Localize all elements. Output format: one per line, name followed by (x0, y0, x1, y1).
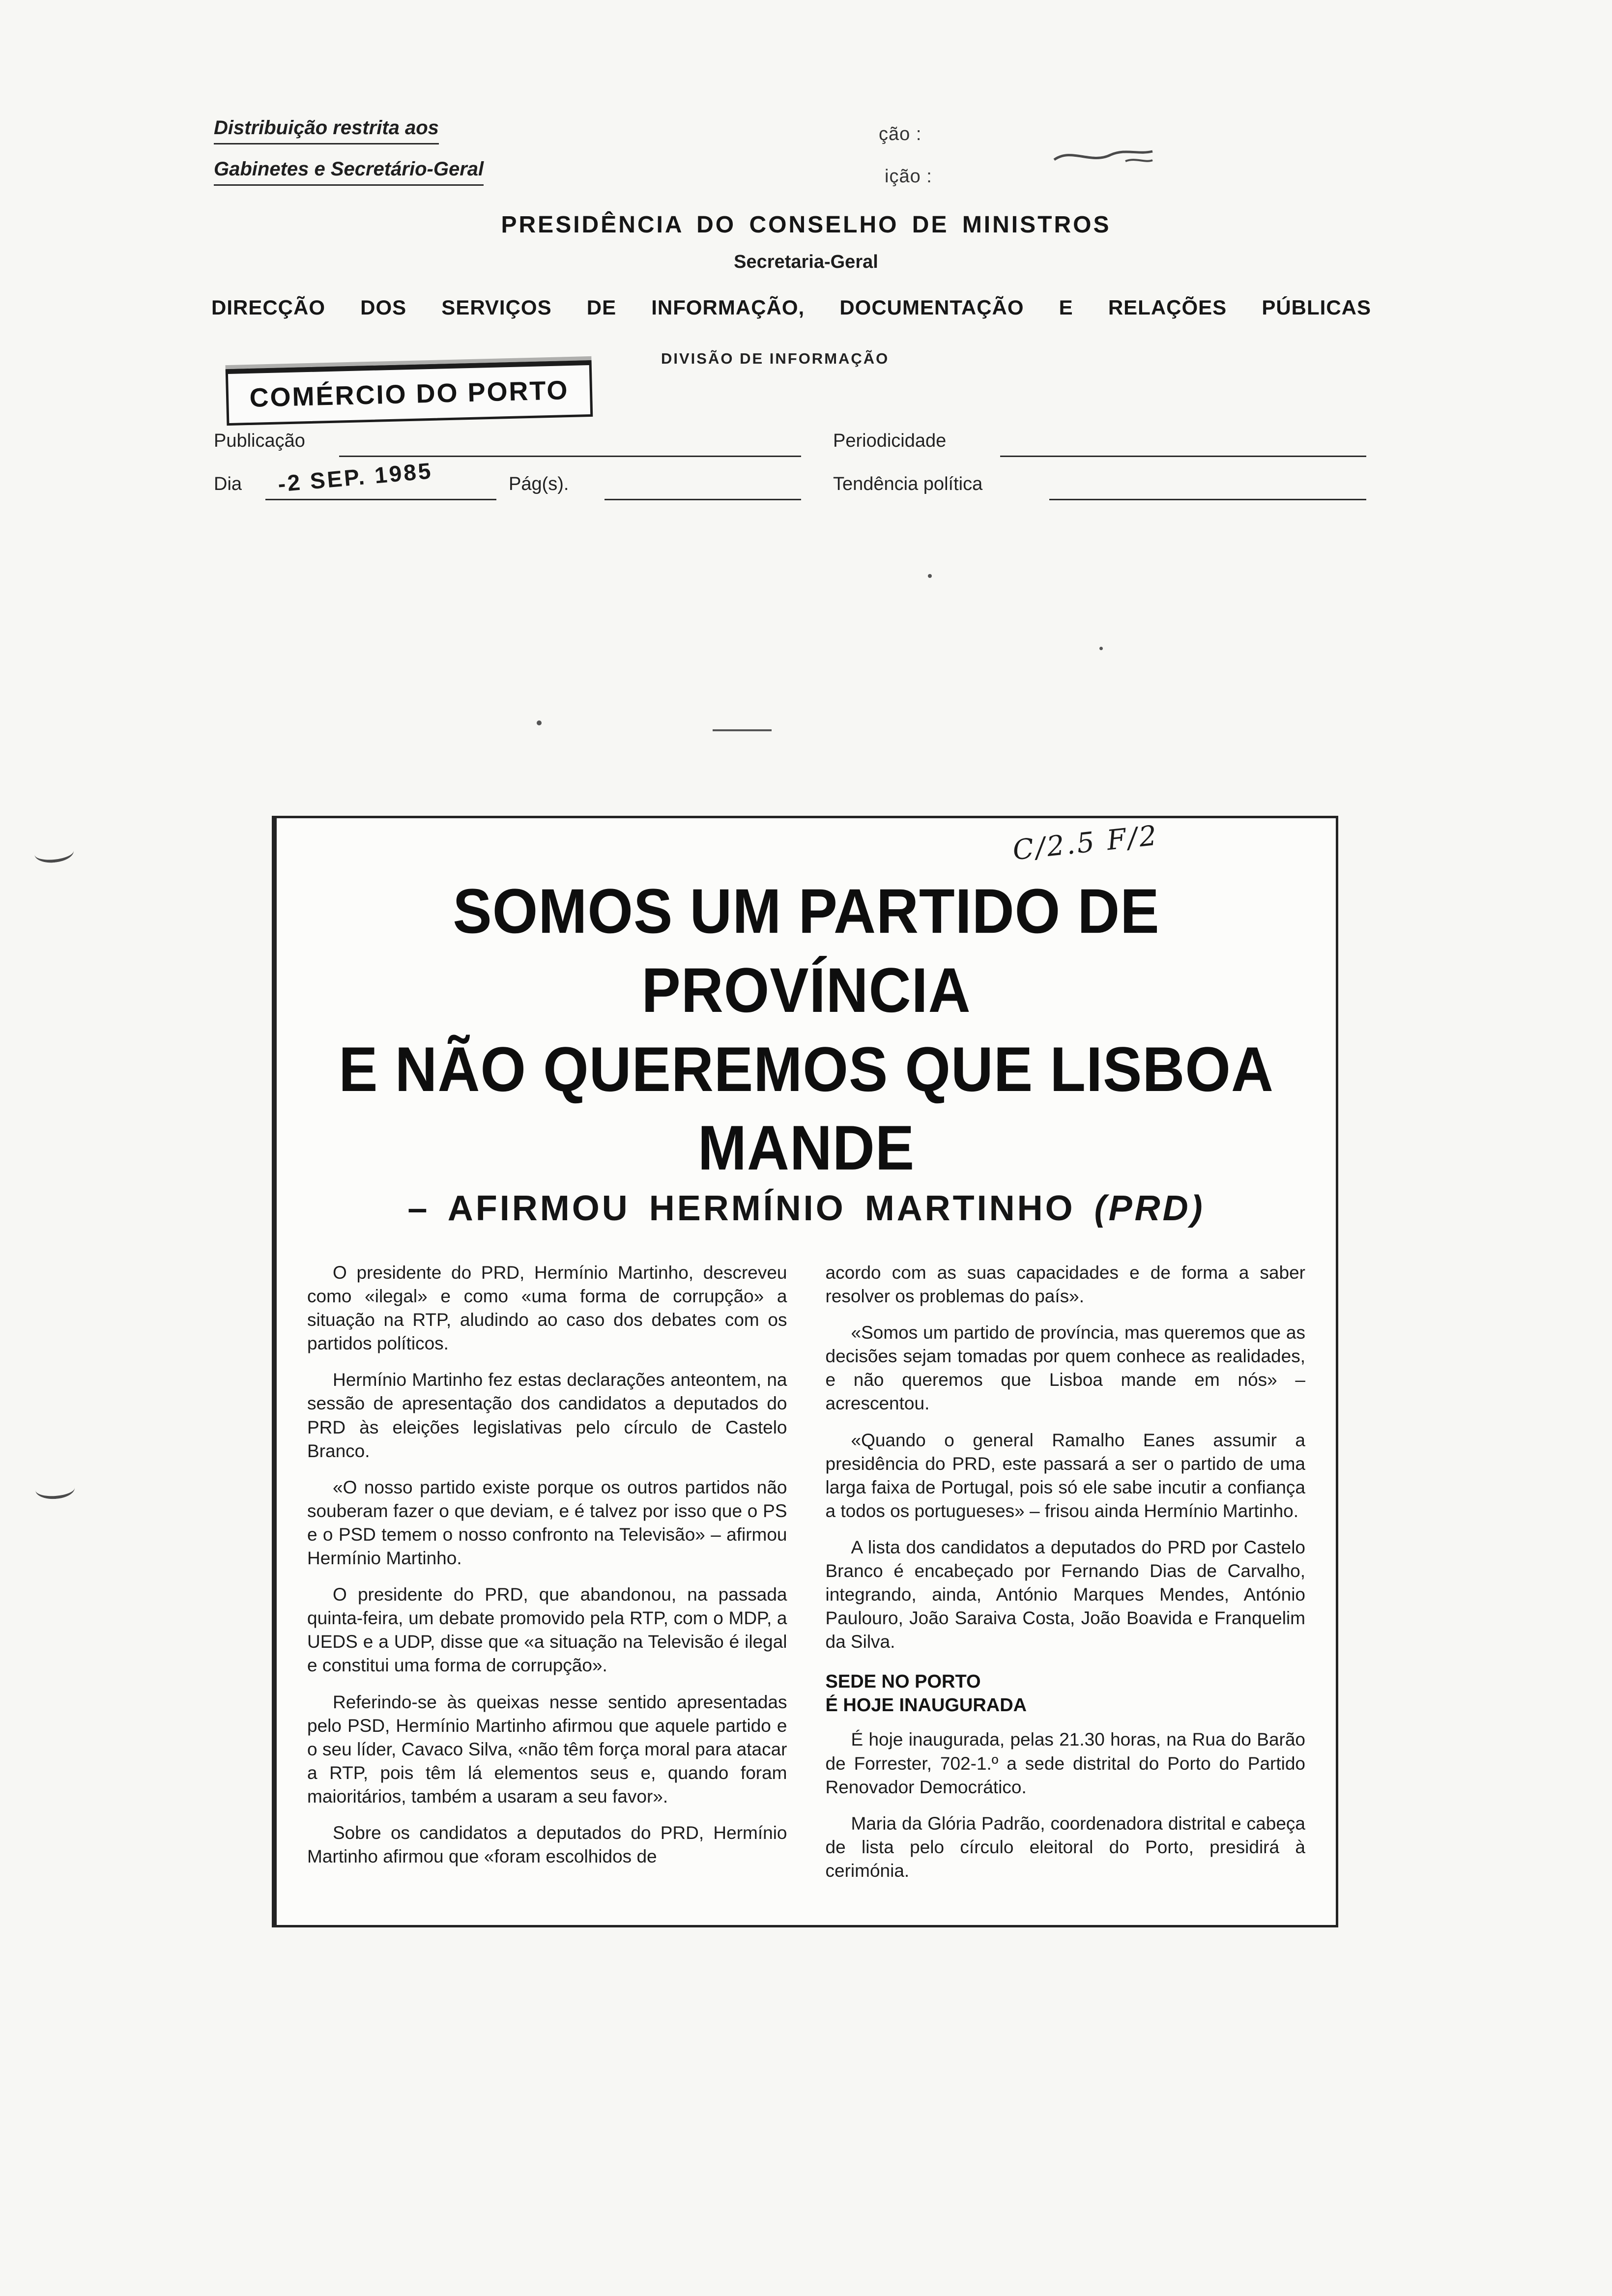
article-left-column (307, 1261, 787, 1895)
paragraph: O presidente do PRD, Hermínio Martinho, descreveu como «ilegal» e como «uma forma de corrupção» a situação na RTP, aludindo ao caso dos debates com os partidos políticos. (307, 1263, 787, 1354)
paragraph: Sobre os candidatos a deputados do PRD, Hermínio Martinho afirmou que «foram escolhidos de (307, 1822, 787, 1867)
edition-label: ição : (885, 166, 932, 187)
paragraph: acordo com as suas capacidades e de forma a saber resolver os problemas do país». (825, 1263, 1305, 1307)
org-title: PRESIDÊNCIA DO CONSELHO DE MINISTROS (501, 212, 1111, 238)
tendency-label: Tendência política (833, 474, 983, 494)
pages-rule (604, 498, 801, 500)
scan-artifact-dot (537, 720, 542, 725)
paragraph: Referindo-se às queixas nesse sentido apresentadas pelo PSD, Hermínio Martinho afirmou que aquele partido e o seu líder, Cavaco Silva, «não têm força moral para atacar a RTP, pois têm lá elementos seus e, quando foram maioritários, também a usaram a seu favor». (307, 1692, 787, 1807)
headline (307, 872, 1305, 1188)
section-heading-line2: É HOJE INAUGURADA (825, 1694, 1027, 1716)
publication-label: Publicação (214, 430, 305, 451)
margin-pen-mark (35, 1478, 76, 1500)
org-subtitle: Secretaria-Geral (734, 252, 878, 272)
paragraph: Maria da Glória Padrão, coordenadora distrital e cabeça de lista pelo círculo eleitoral do Porto, presidirá à cerimónia. (825, 1813, 1305, 1881)
date-stamp: -2 SEP. 1985 (277, 458, 434, 497)
paragraph: É hoje inaugurada, pelas 21.30 horas, na Rua do Barão de Forrester, 702-1.º a sede distrital do Porto do Partido Renovador Democrático. (825, 1729, 1305, 1797)
distribution-note-line1: Distribuição restrita aos (214, 117, 439, 144)
periodicity-label: Periodicidade (833, 430, 947, 451)
headline-line2: E NÃO QUEREMOS QUE LISBOA MANDE (339, 1033, 1274, 1184)
newspaper-clipping (272, 816, 1338, 1927)
division-line: DIVISÃO DE INFORMAÇÃO (661, 350, 890, 367)
distribution-note-line2: Gabinetes e Secretário-Geral (214, 158, 484, 186)
paragraph: O presidente do PRD, que abandonou, na passada quinta-feira, um debate promovido pela RTP, com o MDP, a UEDS e a UDP, disse que «a situação na Televisão é ilegal e constitui uma forma de corrupção». (307, 1584, 787, 1676)
byline-text: – AFIRMOU HERMÍNIO MARTINHO (407, 1189, 1075, 1228)
scan-artifact-dot (1099, 647, 1103, 650)
paragraph: «O nosso partido existe porque os outros partidos não souberam fazer o que deviam, e é talvez por isso que o PS e o PSD temem o nosso confronto na Televisão» – afirmou Hermínio Martinho. (307, 1477, 787, 1569)
paragraph: A lista dos candidatos a deputados do PRD por Castelo Branco é encabeçado por Fernando Dias de Carvalho, integrando, ainda, António Marques Mendes, António Paulouro, João Saraiva Costa, João Boavida e Franquelim da Silva. (825, 1537, 1305, 1652)
margin-pen-mark (33, 841, 75, 864)
tendency-rule (1049, 498, 1366, 500)
handwritten-squiggle (1052, 143, 1155, 172)
byline-party: (PRD) (1094, 1189, 1205, 1228)
publication-stamp: COMÉRCIO DO PORTO (226, 360, 593, 426)
periodicity-rule (1000, 455, 1366, 457)
headline-line1: SOMOS UM PARTIDO DE PROVÍNCIA (453, 876, 1160, 1026)
byline (307, 1188, 1305, 1229)
direction-line: DIRECÇÃO DOS SERVIÇOS DE INFORMAÇÃO, DOCUMENTAÇÃO E RELAÇÕES PÚBLICAS (211, 296, 1371, 319)
paragraph: «Somos um partido de província, mas queremos que as decisões sejam tomadas por quem conhece as realidades, e não queremos que Lisboa mande em nós» – acrescentou. (825, 1322, 1305, 1414)
publication-rule (339, 455, 801, 457)
section-heading (826, 1670, 1306, 1717)
pages-label: Pág(s). (509, 474, 569, 494)
paragraph: «Quando o general Ramalho Eanes assumir a presidência do PRD, este passará a ser o partido de uma larga faixa de Portugal, pois só ele sabe incutir a confiança a todos os portugueses» – frisou ainda Hermínio Martinho. (825, 1430, 1305, 1521)
scan-artifact-dot (928, 574, 932, 578)
article-columns (307, 1261, 1305, 1895)
paragraph: Hermínio Martinho fez estas declarações anteontem, na sessão de apresentação dos candidatos a deputados do PRD às eleições legislativas pelo círculo de Castelo Branco. (307, 1370, 787, 1461)
section-heading-line1: SEDE NO PORTO (825, 1671, 981, 1693)
scan-artifact-dash (713, 729, 772, 731)
day-label: Dia (214, 474, 242, 494)
handwritten-note: C/2.5 F/2 (1011, 819, 1160, 867)
classification-label: ção : (879, 124, 922, 144)
day-rule (265, 498, 496, 500)
article-right-column (826, 1261, 1306, 1895)
